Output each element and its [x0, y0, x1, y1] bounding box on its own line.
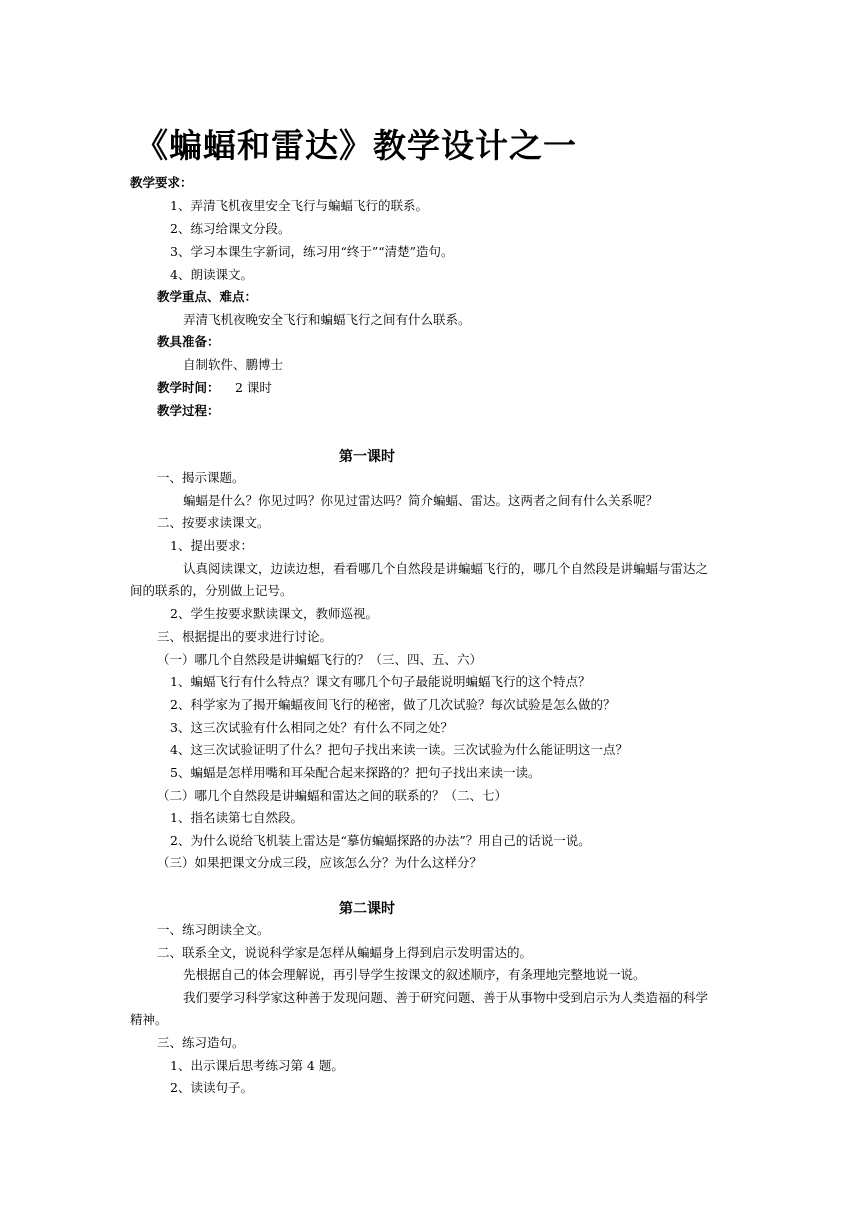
requirement-item: 4、朗读课文。 — [170, 267, 253, 282]
lesson1-heading: 第一课时 — [339, 449, 395, 465]
lesson1-line: （一）哪几个自然段是讲蝙蝠飞行的？（三、四、五、六） — [157, 652, 483, 667]
lesson2-line: 1、出示课后思考练习第 4 题。 — [170, 1058, 344, 1073]
requirement-item: 3、学习本课生字新词，练习用“终于”“清楚”造句。 — [170, 244, 454, 259]
tools-heading: 教具准备： — [157, 334, 220, 349]
lesson2-heading: 第二课时 — [339, 901, 395, 917]
lesson2-line: 精神。 — [130, 1012, 168, 1027]
lesson1-line: 2、科学家为了揭开蝙蝠夜间飞行的秘密，做了几次试验？每次试验是怎么做的？ — [170, 697, 616, 712]
lesson2-line: 2、读读句子。 — [170, 1080, 253, 1095]
lesson1-line: 三、根据提出的要求进行讨论。 — [157, 629, 333, 644]
process-heading: 教学过程： — [157, 403, 220, 418]
lesson1-line: 4、这三次试验证明了什么？把句子找出来读一读。三次试验为什么能证明这一点？ — [170, 742, 628, 757]
lesson1-line: （三）如果把课文分成三段，应该怎么分？为什么这样分？ — [157, 855, 483, 870]
tools-text: 自制软件、鹏博士 — [183, 357, 284, 372]
lesson1-line: 1、蝙蝠飞行有什么特点？课文有哪几个句子最能说明蝙蝠飞行的这个特点？ — [170, 674, 591, 689]
lesson1-line: 二、按要求读课文。 — [157, 515, 270, 530]
lesson1-line: （二）哪几个自然段是讲蝙蝠和雷达之间的联系的？（二、七） — [157, 788, 508, 803]
time-heading: 教学时间： — [157, 380, 220, 395]
lesson1-line: 2、学生按要求默读课文，教师巡视。 — [170, 606, 378, 621]
requirement-item: 2、练习给课文分段。 — [170, 221, 291, 236]
lesson1-line: 3、这三次试验有什么相同之处？有什么不同之处？ — [170, 720, 453, 735]
lesson2-line: 先根据自己的体会理解说，再引导学生按课文的叙述顺序，有条理地完整地说一说。 — [183, 967, 646, 982]
lesson2-line: 二、联系全文，说说科学家是怎样从蝙蝠身上得到启示发明雷达的。 — [157, 945, 533, 960]
requirement-item: 1、弄清飞机夜里安全飞行与蝙蝠飞行的联系。 — [170, 198, 428, 213]
lesson2-line: 三、练习造句。 — [157, 1035, 245, 1050]
lesson1-line: 一、揭示课题。 — [157, 470, 245, 485]
key-points-heading: 教学重点、难点： — [157, 289, 258, 304]
requirements-heading: 教学要求： — [130, 175, 193, 190]
lesson1-line: 2、为什么说给飞机装上雷达是“摹仿蝙蝠探路的办法”？用自己的话说一说。 — [170, 833, 591, 848]
time-value: 2 课时 — [235, 380, 272, 395]
lesson1-line: 5、蝙蝠是怎样用嘴和耳朵配合起来探路的？把句子找出来读一读。 — [170, 765, 541, 780]
lesson1-line: 蝙蝠是什么？你见过吗？你见过雷达吗？简介蝙蝠、雷达。这两者之间有什么关系呢？ — [183, 493, 659, 508]
lesson1-line: 间的联系的，分别做上记号。 — [130, 583, 293, 598]
key-points-text: 弄清飞机夜晚安全飞行和蝙蝠飞行之间有什么联系。 — [183, 312, 471, 327]
lesson1-line: 1、指名读第七自然段。 — [170, 810, 303, 825]
lesson2-line: 一、练习朗读全文。 — [157, 922, 270, 937]
lesson1-line: 认真阅读课文，边读边想，看看哪几个自然段是讲蝙蝠飞行的，哪几个自然段是讲蝙蝠与雷达之 — [183, 561, 709, 576]
lesson1-line: 1、提出要求： — [170, 538, 253, 553]
lesson2-line: 我们要学习科学家这种善于发现问题、善于研究问题、善于从事物中受到启示为人类造福的科学 — [183, 990, 709, 1005]
document-title: 《蝙蝠和雷达》教学设计之一 — [135, 126, 577, 165]
